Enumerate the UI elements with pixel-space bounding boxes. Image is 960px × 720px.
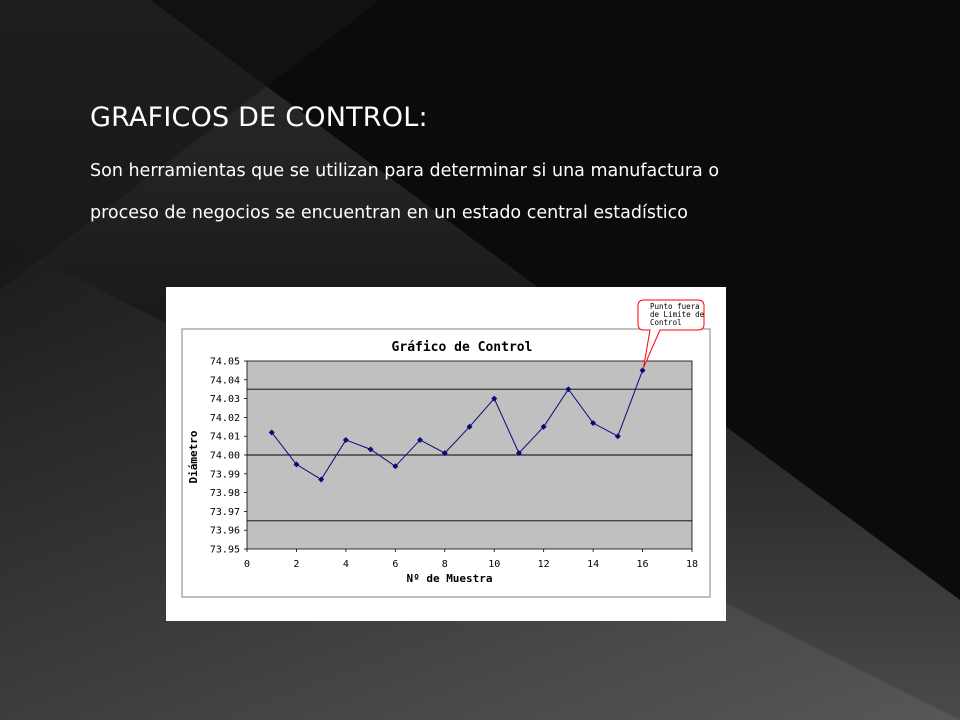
x-tick-label: 2 (293, 559, 300, 570)
x-tick-label: 18 (685, 559, 699, 570)
x-tick-label: 6 (392, 559, 399, 570)
y-tick-label: 73.95 (209, 544, 240, 556)
chart-title: Gráfico de Control (391, 340, 533, 355)
y-tick-label: 73.96 (209, 525, 240, 537)
y-tick-label: 74.02 (209, 412, 240, 424)
y-axis-label: Diámetro (187, 430, 200, 484)
y-tick-label: 74.00 (209, 450, 240, 462)
y-tick-label: 74.04 (209, 375, 240, 387)
callout-text-line: Control (650, 318, 682, 327)
x-tick-label: 16 (636, 559, 649, 570)
y-tick-label: 73.99 (209, 469, 240, 481)
x-axis-label: Nº de Muestra (406, 572, 493, 585)
x-tick-label: 8 (441, 559, 448, 570)
y-tick-label: 74.05 (209, 356, 240, 368)
x-tick-label: 4 (342, 559, 349, 570)
x-tick-label: 0 (243, 559, 251, 570)
callout-text-line: de Limite de (650, 310, 705, 319)
x-tick-label: 10 (488, 559, 501, 570)
x-tick-label: 14 (587, 559, 600, 570)
description-line-1: Son herramientas que se utilizan para determinar si una manufactura o (90, 161, 720, 181)
y-tick-label: 74.01 (209, 431, 240, 443)
y-tick-label: 73.97 (209, 506, 240, 518)
control-chart (166, 287, 726, 621)
y-tick-label: 74.03 (209, 394, 240, 406)
y-tick-label: 73.98 (209, 488, 240, 500)
x-tick-label: 12 (537, 559, 550, 570)
description-line-2: proceso de negocios se encuentran en un estado central estadístico (90, 203, 688, 223)
slide-title: GRAFICOS DE CONTROL: (90, 102, 428, 133)
control-chart-image (166, 287, 726, 621)
callout-text-line: Punto fuera (650, 302, 700, 311)
